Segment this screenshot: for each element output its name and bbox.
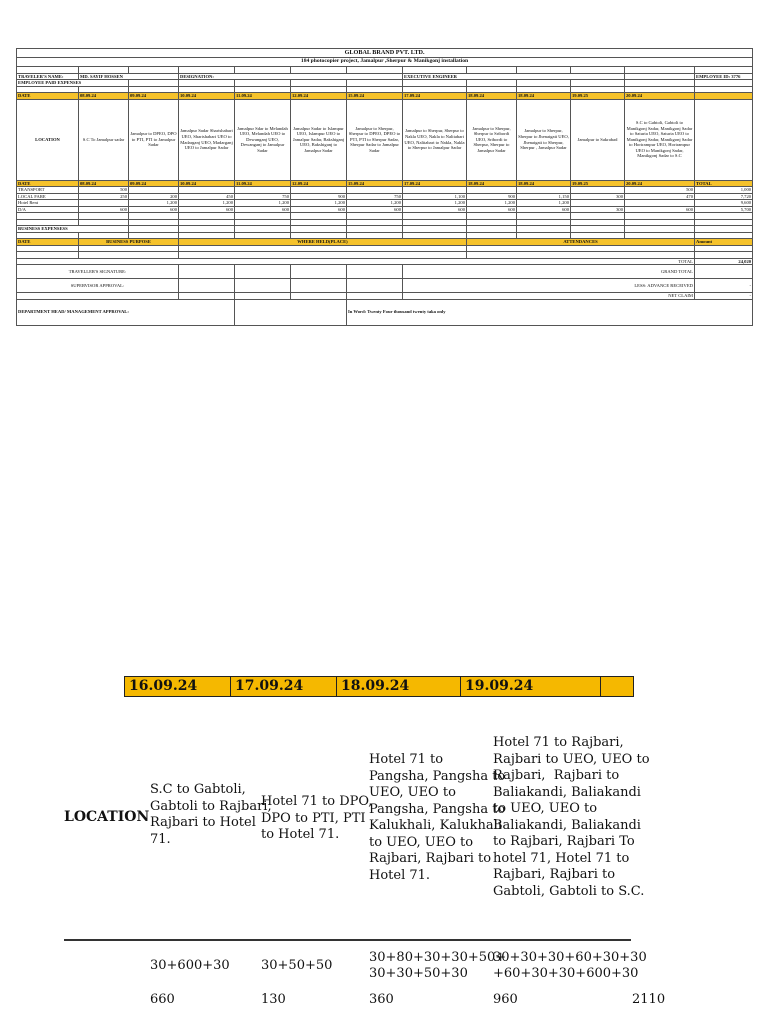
- section-paid-expenses: EMPLOYEE PAID EXPENSES: [17, 80, 129, 87]
- date-cell: 12.09.24: [291, 180, 347, 187]
- business-purpose-header: BUSINESS PURPOSE: [79, 239, 179, 246]
- date-cell: 12.09.24: [291, 93, 347, 100]
- location-cell: S.C To Jamalpur sadar: [79, 99, 129, 180]
- grand-total-label: GRAND TOTAL: [403, 265, 695, 279]
- amount-cell: 1,200: [347, 200, 403, 207]
- summary-total-value: 24,020: [695, 258, 753, 265]
- date-cell: 10.09.24: [179, 93, 235, 100]
- date-cell: 09.09.24: [129, 180, 179, 187]
- expense-table: [16, 48, 753, 326]
- location-cell: Jamalpur to Sherpur, Sherpur to Jhenaigati UEO, Jhenaigati to Sherpur, Sherpur , Jamalpur Sadar: [517, 99, 571, 180]
- date-cell: 18.09.24: [517, 93, 571, 100]
- amount-cell: 300: [571, 193, 625, 200]
- zoom-formula: 30+80+30+30+50+ 30+30+50+30: [369, 950, 507, 981]
- row-total: 7,720: [695, 193, 753, 200]
- employee-id: EMPLOYEE ID: 3776: [695, 73, 753, 80]
- zoom-date: 16.09.24: [125, 677, 231, 696]
- amount-cell: 600: [179, 206, 235, 213]
- date-cell: 18.09.24: [467, 180, 517, 187]
- section-business-expenses: BUSINESS EXPENSESS: [17, 226, 129, 233]
- date-cell: 08.09.24: [79, 93, 129, 100]
- zoom-sum: 960: [493, 992, 518, 1007]
- summary-total-label: TOTAL: [17, 258, 695, 265]
- amount-cell: 250: [79, 193, 129, 200]
- location-cell: Jamalpur to Sherpur, Sherpur to Nakla UEO, Nakla to Nalitabari UEO, Nalitabari to Nakla, Nakla to Sherpur to Jamalpur Sadar: [403, 99, 467, 180]
- business-date-header: DATE: [17, 239, 79, 246]
- row-total: 5,700: [695, 206, 753, 213]
- date-cell: 19.09.25: [571, 93, 625, 100]
- date-cell: 08.09.24: [79, 180, 129, 187]
- amount-cell: 600: [129, 206, 179, 213]
- amount-cell: 600: [517, 206, 571, 213]
- zoom-divider: [64, 939, 631, 941]
- amount-cell: 1,200: [517, 200, 571, 207]
- zoom-sum: 130: [261, 992, 286, 1007]
- amount-cell: 1,200: [291, 200, 347, 207]
- amount-cell: 900: [291, 193, 347, 200]
- date-cell: 19.09.25: [571, 180, 625, 187]
- total-header: TOTAL: [695, 180, 753, 187]
- date-cell: 17.09.24: [403, 93, 467, 100]
- row-label: D/A: [17, 206, 79, 213]
- zoom-date: 17.09.24: [231, 677, 337, 696]
- amount-cell: 600: [235, 206, 291, 213]
- date-cell: 17.09.24: [403, 180, 467, 187]
- date-cell: 15.09.24: [347, 180, 403, 187]
- zoom-sum: 360: [369, 992, 394, 1007]
- zoom-formula: 30+50+50: [261, 958, 333, 973]
- zoom-location-cell: Hotel 71 to Pangsha, Pangsha to UEO, UEO to Pangsha, Pangsha to Kalukhali, Kalukhali to UEO, UEO to Rajbari, Rajbari to Hotel 71.: [369, 752, 506, 883]
- amount-cell: 600: [347, 206, 403, 213]
- amount-cell: 200: [129, 193, 179, 200]
- amount-cell: 1,200: [129, 200, 179, 207]
- location-cell: Jamalpur to Sherpur, Sherpur to Sribordi UEO, Sribordi to Sherpur, Sherpur to Jamalpur Sadar: [467, 99, 517, 180]
- amount-cell: 750: [347, 193, 403, 200]
- date-cell: 09.09.24: [129, 93, 179, 100]
- supervisor-approval-label: SUPERVISOR APPROVAL:: [17, 279, 179, 293]
- row-label: LOCAL FARE: [17, 193, 79, 200]
- zoom-location-label: LOCATION: [64, 809, 150, 825]
- date-cell: 11.09.24: [235, 180, 291, 187]
- row-label: TRANSPORT: [17, 187, 79, 194]
- where-held-header: WHERE HELD(PLACE): [179, 239, 467, 246]
- designation-label: DESIGNATION:: [179, 73, 403, 80]
- amount-cell: 750: [235, 193, 291, 200]
- zoom-date: 18.09.24: [337, 677, 461, 696]
- amount-cell: 470: [625, 193, 695, 200]
- amount-cell: 600: [625, 206, 695, 213]
- zoom-sum: 660: [150, 992, 175, 1007]
- date-cell: 20.09.24: [625, 93, 695, 100]
- amount-cell: 1,150: [517, 193, 571, 200]
- advance-received-value: -: [695, 279, 753, 293]
- location-cell: Jamalpur to DPEO, DPO to PTI, PTI to Jamalpur Sadar: [129, 99, 179, 180]
- advance-received-label: LESS: ADVANCE RECEIVED: [403, 279, 695, 293]
- department-approval-label: DEPARTMENT HEAD/ MANAGEMENT APPROVAL:: [17, 299, 235, 325]
- zoom-date: 19.09.24: [461, 677, 601, 696]
- date-cell: 18.09.24: [517, 180, 571, 187]
- date-cell: 18.09.24: [467, 93, 517, 100]
- company-title: GLOBAL BRAND PVT. LTD.: [17, 49, 753, 58]
- date-cell: 11.09.24: [235, 93, 291, 100]
- amount-header: Amount: [695, 239, 753, 246]
- attendances-header: ATTENDANCES: [467, 239, 695, 246]
- amount-cell: 600: [467, 206, 517, 213]
- zoom-date-header: [124, 676, 634, 697]
- zoom-date-empty: [601, 677, 633, 696]
- location-label: LOCATION: [17, 99, 79, 180]
- amount-cell: 1,200: [467, 200, 517, 207]
- zoom-formula: 30+30+30+60+30+30 +60+30+30+600+30: [493, 950, 647, 981]
- amount-cell: 600: [79, 206, 129, 213]
- amount-cell: 1,200: [235, 200, 291, 207]
- traveler-name-label: TRAVELER'S NAME:: [17, 73, 79, 80]
- in-word-amount: In Word: Twenty Four thousand twenty taka only: [347, 299, 753, 325]
- expense-sheet: [16, 48, 752, 326]
- amount-cell: 1,200: [179, 200, 235, 207]
- amount-cell: 600: [403, 206, 467, 213]
- zoom-location-cell: Hotel 71 to DPO, DPO to PTI, PTI to Hotel 71.: [261, 794, 373, 842]
- date-label: DATE: [17, 180, 79, 187]
- project-title: 184 photocopier project, Jamalpur ,Sherpur & Manikgonj installation: [17, 58, 753, 67]
- zoom-formula: 30+600+30: [150, 958, 230, 973]
- location-cell: S.C to Gabtoli, Gabtoli to Manikgonj Sadar, Manikgonj Sadar to Saturia UEO, Saturia UEO to Manikgonj Sadar, Manikgonj Sadar to Horirampur UEO, Horirampur UEO to Manikgonj Sadar, Manikgonj Sadar to S.C: [625, 99, 695, 180]
- amount-cell: 500: [625, 187, 695, 194]
- zoom-grand-total: 2110: [632, 992, 666, 1007]
- amount-cell: 500: [79, 187, 129, 194]
- date-cell: 15.09.24: [347, 93, 403, 100]
- net-claim-label: NET CLAIM: [403, 293, 695, 300]
- location-cell: Jamalpur to Sakrabad: [571, 99, 625, 180]
- amount-cell: 1,200: [403, 200, 467, 207]
- row-label: Hotel Rent: [17, 200, 79, 207]
- zoom-location-cell: Hotel 71 to Rajbari, Rajbari to UEO, UEO to Rajbari, Rajbari to Baliakandi, Baliakandi to UEO, UEO to Baliakandi, Baliakandi to Rajbari, Rajbari To hotel 71, Hotel 71 to Rajbari, Rajbari to Gabtoli, Gabtoli to S.C.: [493, 735, 650, 899]
- location-cell: Jamalpur Sadar Sharishabari UEO, Sharishabari UEO to Madarganj UEO, Madarganj UEO to Jamalpur Sadar: [179, 99, 235, 180]
- amount-cell: 300: [571, 206, 625, 213]
- amount-cell: 1,100: [403, 193, 467, 200]
- amount-cell: 900: [467, 193, 517, 200]
- designation-value: EXECUTIVE ENGINEER: [403, 73, 625, 80]
- location-cell: Jamalpur Sadar to Islampur UEO, Islampur UEO to Jamalpur Sadar, Bakshiganj UEO, Bakshiganj to Jamalpur Sadar: [291, 99, 347, 180]
- net-claim-value: -: [695, 293, 753, 300]
- amount-cell: 600: [291, 206, 347, 213]
- traveller-signature-label: TRAVELLER'S SIGNATURE:: [17, 265, 179, 279]
- location-cell: Jamalpur to Sherpur, Sherpur to DPEO, DPEO to PTI, PTI to Sherpur Sadar, Sherpur Sadar to Jamalpur Sadar: [347, 99, 403, 180]
- zoom-location-cell: S.C to Gabtoli, Gabtoli to Rajbari, Rajbari to Hotel 71.: [150, 782, 272, 847]
- location-cell: Jamalpur Sdar to Melandah UEO, Melandah UEO to Dewanganj UEO, Dewanganj to Jamalpur Sadar: [235, 99, 291, 180]
- row-total: 9,600: [695, 200, 753, 207]
- date-label: DATE: [17, 93, 79, 100]
- date-cell: 10.09.24: [179, 180, 235, 187]
- amount-cell: 450: [179, 193, 235, 200]
- date-cell: 20.09.24: [625, 180, 695, 187]
- traveler-name: MD. SAYIF HOSSEN: [79, 73, 179, 80]
- row-total: 1,000: [695, 187, 753, 194]
